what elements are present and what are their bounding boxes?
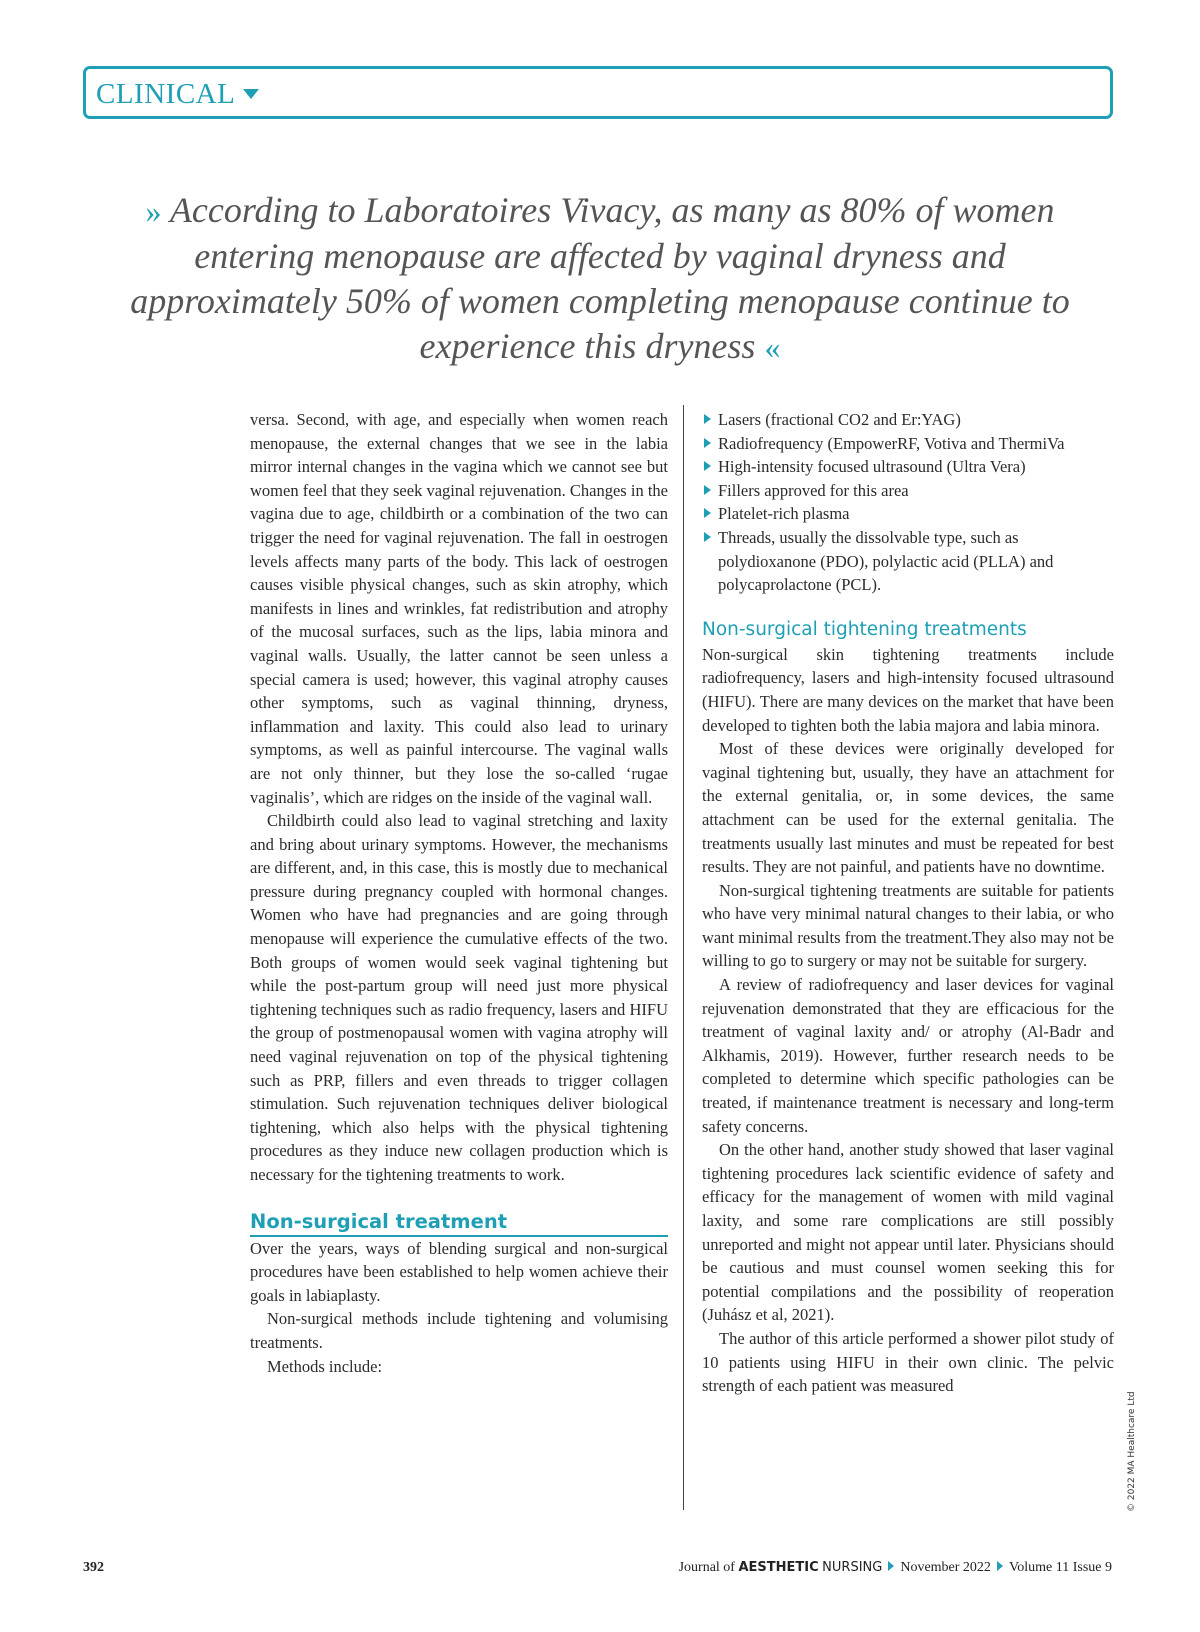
section-header-box [83,66,1113,119]
left-paragraph-2: Childbirth could also lead to vaginal stretching and laxity and bring about urinary symptoms. However, the mechanisms are different, and, in this case, this is mostly due to mechanical pressure during pregnancy coupled with hormonal changes. Women who have had pregnancies and are going through menopause will experience the cumulative effects of the two. Both groups of women would seek vaginal tightening but while the post-partum group will need just more physical tightening techniques such as radio frequency, lasers and HIFU the group of postmenopausal women with vagina atrophy will need vaginal rejuvenation on top of the physical tightening such as PRP, fillers and even threads to trigger collagen stimulation. Such rejuvenation techniques deliver biological tightening, which also helps with the physical tightening procedures as they induce new collagen production which is necessary for the tightening treatments to work. [250,811,668,1184]
methods-list [702,408,1114,597]
heading-non-surgical-tightening: Non-surgical tightening treatments [702,618,1027,640]
left-paragraph-4: Non-surgical methods include tightening and volumising treatments. [250,1309,668,1352]
section-label-text: CLINICAL [96,78,236,110]
list-item: Platelet-rich plasma [702,502,1114,526]
right-column [702,408,1114,1398]
right-paragraph-1: Non-surgical skin tightening treatments include radiofrequency, lasers and high-intensity focused ultrasound (HIFU). There are many devices on the market that have been developed to tighten both the labia majora and labia minora. [702,644,1114,735]
caret-down-icon [243,89,259,99]
column-divider [683,405,684,1510]
list-item: High-intensity focused ultrasound (Ultra Vera) [702,455,1114,479]
journal-citation [679,1560,1112,1576]
heading-non-surgical-treatment: Non-surgical treatment [250,1209,668,1237]
left-column [250,408,668,1378]
list-item: Lasers (fractional CO2 and Er:YAG) [702,408,1114,432]
list-item: Threads, usually the dissolvable type, such as polydioxanone (PDO), polylactic acid (PLLA) and polycaprolactone (PCL). [702,526,1114,597]
journal-prefix: Journal of [678,1560,735,1575]
pull-quote-close-mark: « [764,329,781,365]
list-item: Fillers approved for this area [702,479,1114,503]
triangle-separator-icon [888,1561,894,1571]
right-paragraph-6: The author of this article performed a shower pilot study of 10 patients using HIFU in their own clinic. The pelvic strength of each patient was measured [702,1328,1114,1396]
left-paragraph-5: Methods include: [267,1356,383,1376]
section-label [96,76,259,112]
pull-quote-text: According to Laboratoires Vivacy, as many as 80% of women entering menopause are affected by vaginal dryness and approximately 50% of women completing menopause continue to experience this dryness [130,190,1070,366]
right-paragraph-4: A review of radiofrequency and laser devices for vaginal rejuvenation demonstrated that they are efficacious for the treatment of vaginal laxity and/ or atrophy (Al-Badr and Alkhamis, 2019). However, further research needs to be completed to determine which specific pathologies can be treated, if maintenance treatment is necessary and long-term safety concerns. [702,975,1114,1136]
page-number: 392 [83,1560,104,1575]
list-item: Radiofrequency (EmpowerRF, Votiva and ThermiVa [702,432,1114,456]
copyright-notice: © 2022 MA Healthcare Ltd [1127,1391,1137,1512]
right-paragraph-2: Most of these devices were originally developed for vaginal tightening but, usually, they have an attachment for the external genitalia, or, in some devices, the same attachment can be used for the external genitalia. The treatments usually last minutes and must be repeated for best results. They are not painful, and patients have no downtime. [702,739,1114,877]
journal-brand: AESTHETIC [738,1560,819,1575]
left-paragraph-3: Over the years, ways of blending surgical and non-surgical procedures have been established to help women achieve their goals in labiaplasty. [250,1238,668,1305]
pull-quote [110,188,1090,370]
pull-quote-open-mark: » [145,193,162,229]
right-paragraph-3: Non-surgical tightening treatments are suitable for patients who have very minimal natural changes to their labia, or who want minimal results from the treatment.They also may not be willing to go to surgery or may not be suitable for surgery. [702,880,1114,971]
issue-date: November 2022 [900,1560,991,1575]
right-paragraph-5: On the other hand, another study showed that laser vaginal tightening procedures lack scientific evidence of safety and efficacy for the management of women with mild vaginal laxity, and some rare complications are still possibly unreported and might not appear until later. Physicians should be cautious and must counsel women seeking this for potential compilations and the possibility of reoperation (Juhász et al, 2021). [702,1140,1114,1325]
journal-brand-suffix: NURSING [822,1560,883,1575]
triangle-separator-icon [997,1561,1003,1571]
left-paragraph-1: versa. Second, with age, and especially when women reach menopause, the external changes that we see in the labia mirror internal changes in the vagina which we cannot see but women feel that they seek vaginal rejuvenation. Changes in the vagina due to age, childbirth or a combination of the two can trigger the need for vaginal rejuvenation. The fall in oestrogen levels affects many parts of the body. This lack of oestrogen causes visible physical changes, such as skin atrophy, which manifests in lines and wrinkles, fat redistribution and atrophy of the mucosal surfaces, such as the lips, labia minora and vaginal walls. Usually, the latter cannot be seen unless a special camera is used; however, this vaginal atrophy causes other symptoms, such as vaginal thinning, dryness, inflammation and laxity. This could also lead to urinary symptoms, as well as painful intercourse. The vaginal walls are not only thinner, but they lose the so-called ‘rugae vaginalis’, which are ridges on the inside of the vaginal wall. [250,410,668,807]
volume-issue: Volume 11 Issue 9 [1008,1560,1112,1575]
